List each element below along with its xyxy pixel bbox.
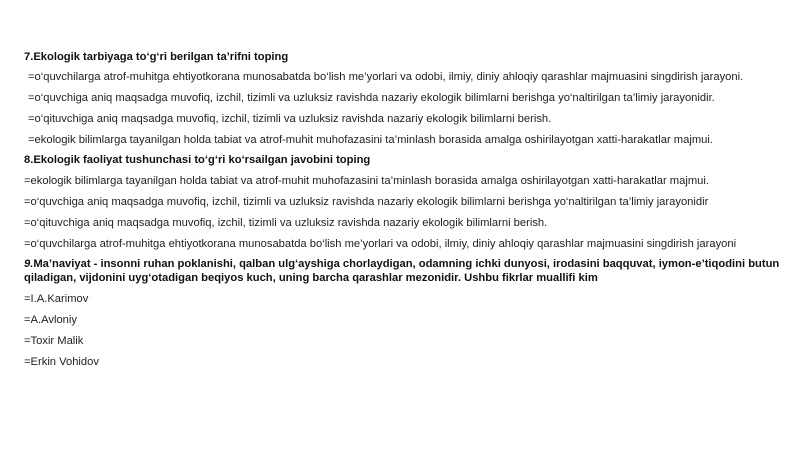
question-7-option-4: =ekologik bilimlarga tayanilgan holda tabiat va atrof-muhit muhofazasini ta’minlash borasida amalga oshirilayotgan xatti-harakatlar majmui. bbox=[28, 134, 713, 146]
question-9-option-2: =A.Avloniy bbox=[24, 314, 77, 326]
question-7-option-2: =o‘quvchiga aniq maqsadga muvofiq, izchil, tizimli va uzluksiz ravishda nazariy ekologik bilimlarni berishga yo‘naltirilgan ta’limiy jarayonidir. bbox=[28, 92, 715, 104]
question-9-option-3: =Toxir Malik bbox=[24, 335, 84, 347]
question-8-option-3: =o‘qituvchiga aniq maqsadga muvofiq, izchil, tizimli va uzluksiz ravishda nazariy ekologik bilimlarni berish. bbox=[24, 217, 548, 229]
question-9-title bbox=[24, 257, 796, 285]
question-9-option-4: =Erkin Vohidov bbox=[24, 356, 99, 368]
question-8-option-4: =o‘quvchilarga atrof-muhitga ehtiyotkorana munosabatda bo‘lish me’yorlari va odobi, ilmiy, diniy ahloqiy qarashlar majmuasini singdirish jarayoni bbox=[24, 238, 737, 250]
question-7-option-3: =o‘qituvchiga aniq maqsadga muvofiq, izchil, tizimli va uzluksiz ravishda nazariy ekologik bilimlarni berish. bbox=[28, 113, 552, 125]
question-7-option-1: =o‘quvchilarga atrof-muhitga ehtiyotkorana munosabatda bo‘lish me’yorlari va odobi, ilmiy, diniy ahloqiy qarashlar majmuasini singdirish jarayoni. bbox=[28, 71, 744, 83]
question-9-number: 9. bbox=[24, 258, 34, 270]
question-8-option-2: =o‘quvchiga aniq maqsadga muvofiq, izchil, tizimli va uzluksiz ravishda nazariy ekologik bilimlarni berishga yo‘naltirilgan ta’limiy jarayonidir bbox=[24, 196, 709, 208]
question-8-option-1: =ekologik bilimlarga tayanilgan holda tabiat va atrof-muhit muhofazasini ta’minlash borasida amalga oshirilayotgan xatti-harakatlar majmui. bbox=[24, 175, 709, 187]
question-8-title: 8.Ekologik faoliyat tushunchasi to‘g‘ri ko‘rsailgan javobini toping bbox=[24, 154, 371, 166]
question-9-text: Ma’naviyat - insonni ruhan poklanishi, qalban ulg‘ayshiga chorlaydigan, odamning ichki dunyosi, irodasini baqquvat, iymon-e’tiqodini butun qiladigan, vijdonini uyg‘otadigan beqiyos kuch, uning barcha qarashlar mezonidir. Ushbu fikrlar muallifi kim bbox=[24, 258, 780, 284]
question-7-title: 7.Ekologik tarbiyaga to‘g‘ri berilgan ta’rifni toping bbox=[24, 51, 289, 63]
question-9-option-1: =I.A.Karimov bbox=[24, 293, 89, 305]
